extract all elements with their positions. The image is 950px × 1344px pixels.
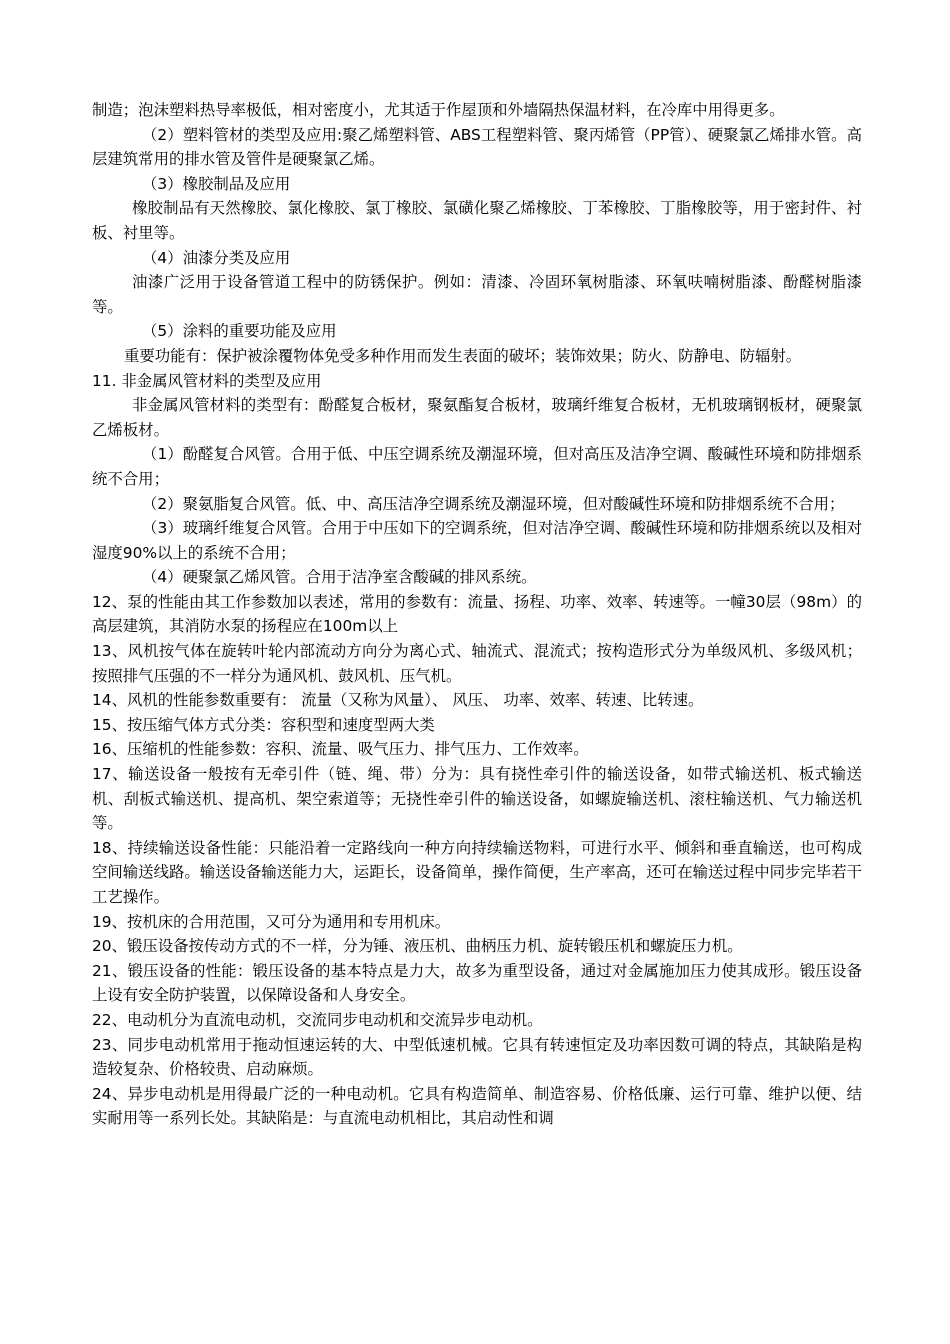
paragraph-item-22: 22、电动机分为直流电动机，交流同步电动机和交流异步电动机。 bbox=[92, 1010, 543, 1029]
heading-paint-types: （4）油漆分类及应用 bbox=[142, 248, 291, 267]
paragraph-plastic-pipes: （2）塑料管材的类型及应用:聚乙烯塑料管、ABS工程塑料管、聚丙烯管（PP管）、硬聚氯乙烯排水管。高层建筑常用的排水管及管件是硬聚氯乙烯。 bbox=[92, 125, 862, 169]
heading-section-11: 11. 非金属风管材料的类型及应用 bbox=[92, 371, 322, 390]
paragraph-item-16: 16、压缩机的性能参数：容积、流量、吸气压力、排气压力、工作效率。 bbox=[92, 740, 589, 759]
heading-rubber-products: （3）橡胶制品及应用 bbox=[142, 174, 291, 193]
paragraph-rubber-products: 橡胶制品有天然橡胶、氯化橡胶、氯丁橡胶、氯磺化聚乙烯橡胶、丁苯橡胶、丁脂橡胶等，用于密封件、衬板、衬里等。 bbox=[92, 199, 862, 242]
paragraph-polyurethane-duct: （2）聚氨脂复合风管。低、中、高压洁净空调系统及潮湿环境，但对酸碱性环境和防排烟系统不合用； bbox=[142, 494, 845, 513]
paragraph-foam-plastics: 制造；泡沫塑料热导率极低，相对密度小，尤其适于作屋顶和外墙隔热保温材料，在冷库中用得更多。 bbox=[92, 101, 785, 119]
paragraph-item-23: 23、同步电动机常用于拖动恒速运转的大、中型低速机械。它具有转速恒定及功率因数可调的特点，其缺陷是构造较复杂、价格较贵、启动麻烦。 bbox=[92, 1035, 862, 1079]
paragraph-item-15: 15、按压缩气体方式分类：容积型和速度型两大类 bbox=[92, 715, 435, 734]
paragraph-paint-types: 油漆广泛用于设备管道工程中的防锈保护。例如：清漆、冷固环氧树脂漆、环氧呋喃树脂漆、酚醛树脂漆等。 bbox=[92, 273, 862, 316]
paragraph-item-19: 19、按机床的合用范围，又可分为通用和专用机床。 bbox=[92, 912, 451, 931]
paragraph-fiberglass-duct: （3）玻璃纤维复合风管。合用于中压如下的空调系统，但对洁净空调、酸碱性环境和防排烟系统以及相对湿度90%以上的系统不合用； bbox=[92, 519, 862, 562]
paragraph-item-12: 12、泵的性能由其工作参数加以表述，常用的参数有：流量、扬程、功率、效率、转速等。一幢30层（98m）的高层建筑，其消防水泵的扬程应在100m以上 bbox=[92, 592, 862, 636]
paragraph-item-24: 24、异步电动机是用得最广泛的一种电动机。它具有构造简单、制造容易、价格低廉、运行可靠、维护以便、结实耐用等一系列长处。其缺陷是：与直流电动机相比，其启动性和调 bbox=[92, 1084, 862, 1128]
paragraph-item-18: 18、持续输送设备性能：只能沿着一定路线向一种方向持续输送物料，可进行水平、倾斜和垂直输送，也可构成空间输送线路。输送设备输送能力大，运距长，设备简单，操作简便，生产率高，还可在输送过程中同步完毕若干工艺操作。 bbox=[92, 838, 862, 906]
paragraph-item-17: 17、输送设备一般按有无牵引件（链、绳、带）分为：具有挠性牵引件的输送设备，如带式输送机、板式输送机、刮板式输送机、提高机、架空索道等；无挠性牵引件的输送设备，如螺旋输送机、滚柱输送机、气力输送机等。 bbox=[92, 765, 862, 833]
document-page bbox=[92, 98, 862, 1131]
paragraph-item-14: 14、风机的性能参数重要有： 流量（又称为风量）、 风压、 功率、效率、转速、比转速。 bbox=[92, 691, 704, 710]
paragraph-nonmetal-duct-types: 非金属风管材料的类型有：酚醛复合板材，聚氨酯复合板材，玻璃纤维复合板材，无机玻璃钢板材，硬聚氯乙烯板材。 bbox=[92, 396, 862, 439]
paragraph-item-13: 13、风机按气体在旋转叶轮内部流动方向分为离心式、轴流式、混流式；按构造形式分为单级风机、多级风机；按照排气压强的不一样分为通风机、鼓风机、压气机。 bbox=[92, 642, 862, 685]
paragraph-item-21: 21、锻压设备的性能：锻压设备的基本特点是力大，故多为重型设备，通过对金属施加压力使其成形。锻压设备上设有安全防护装置，以保障设备和人身安全。 bbox=[92, 961, 862, 1005]
heading-coating-functions: （5）涂料的重要功能及应用 bbox=[142, 322, 337, 341]
paragraph-pvc-duct: （4）硬聚氯乙烯风管。合用于洁净室含酸碱的排风系统。 bbox=[142, 568, 537, 587]
paragraph-phenolic-duct: （1）酚醛复合风管。合用于低、中压空调系统及潮湿环境，但对高压及洁净空调、酸碱性环境和防排烟系统不合用； bbox=[92, 445, 862, 488]
paragraph-item-20: 20、锻压设备按传动方式的不一样，分为锤、液压机、曲柄压力机、旋转锻压机和螺旋压力机。 bbox=[92, 937, 743, 956]
paragraph-coating-functions: 重要功能有：保护被涂覆物体免受多种作用而发生表面的破坏；装饰效果；防火、防静电、防辐射。 bbox=[124, 346, 802, 365]
